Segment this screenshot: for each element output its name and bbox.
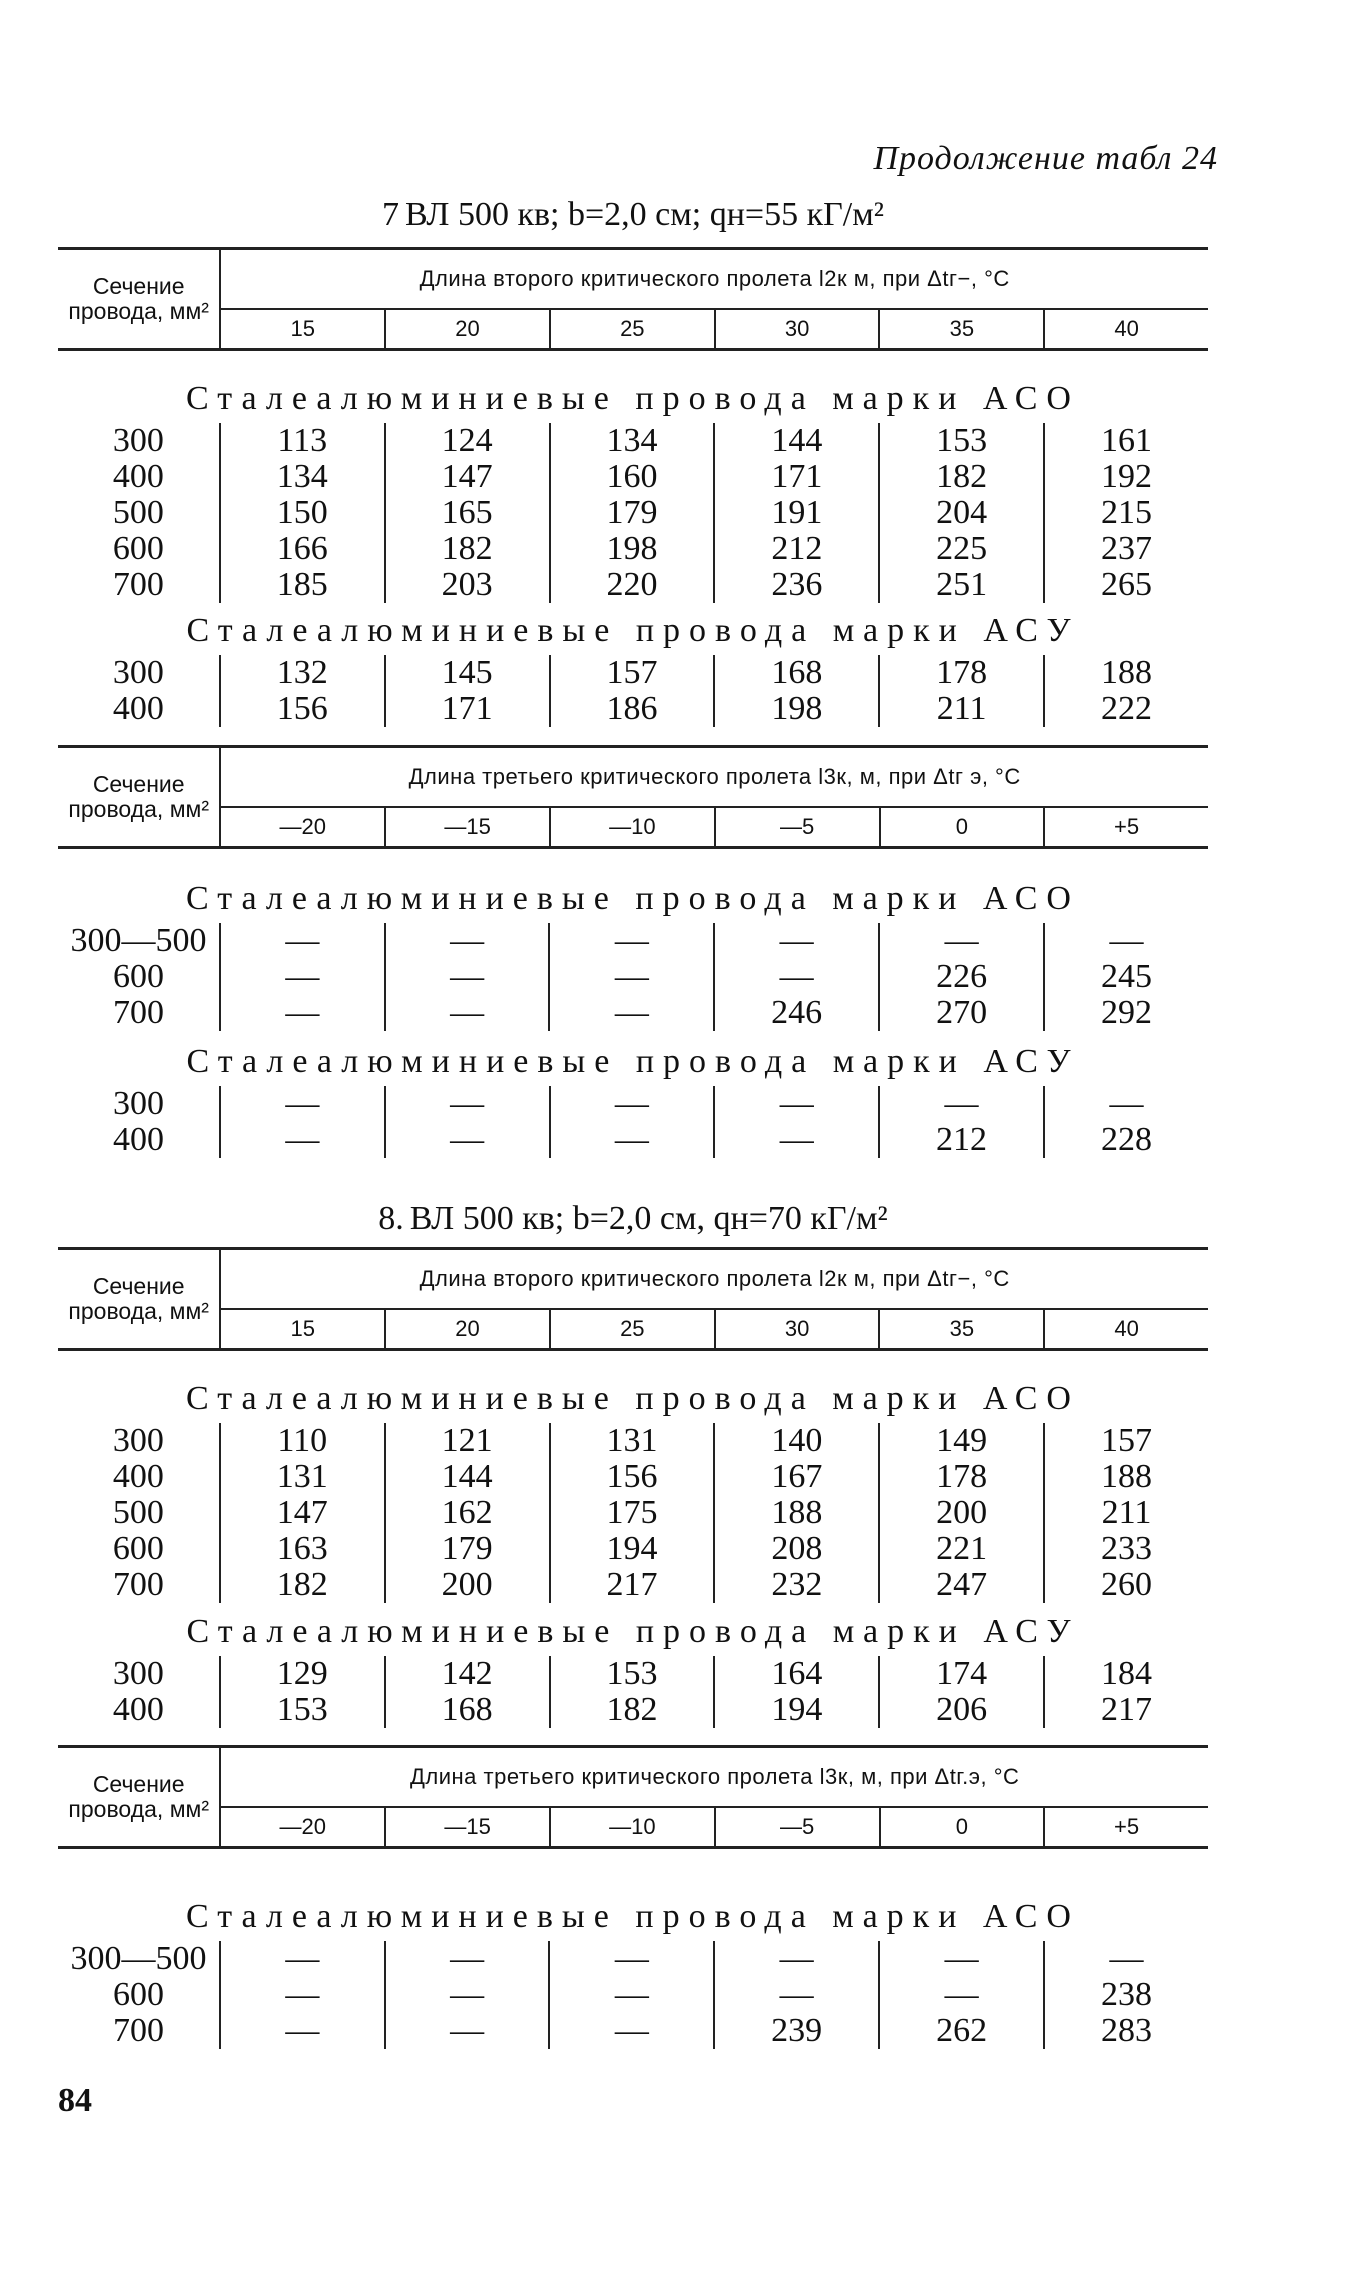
table-cell: 215 bbox=[1044, 495, 1208, 531]
group-title: Сталеалюминиевые провода марки АСО bbox=[186, 880, 1080, 917]
table-cell: 134 bbox=[550, 423, 715, 459]
table-cell: — bbox=[714, 1086, 879, 1122]
table-cell: 212 bbox=[714, 531, 879, 567]
table-cell: 121 bbox=[385, 1423, 550, 1459]
data-table bbox=[58, 1423, 1208, 1603]
header-title: Длина третьего критического пролета l3к, м, при Δtг э, °С bbox=[220, 748, 1208, 807]
table-cell: 182 bbox=[385, 531, 550, 567]
table-cell: 134 bbox=[276, 458, 328, 495]
data-table bbox=[58, 423, 1208, 603]
header-table bbox=[58, 1748, 1208, 1846]
table-cell: 156 bbox=[550, 1459, 715, 1495]
column-header: 35 bbox=[879, 1309, 1044, 1348]
table-cell: — bbox=[714, 1941, 879, 1977]
row-section: 300 bbox=[58, 1656, 220, 1692]
table-cell: 163 bbox=[276, 1530, 328, 1567]
column-header: —15 bbox=[385, 807, 550, 846]
column-header: —20 bbox=[279, 1814, 327, 1839]
table-cell: 212 bbox=[879, 1122, 1044, 1158]
row-section: 400 bbox=[58, 691, 220, 727]
column-header: 25 bbox=[550, 309, 715, 348]
group-title: Сталеалюминиевые провода марки АСО bbox=[186, 1898, 1080, 1935]
table-cell: 198 bbox=[550, 531, 715, 567]
column-header: —10 bbox=[550, 1807, 715, 1846]
table-cell: 194 bbox=[550, 1531, 715, 1567]
table-cell: — bbox=[385, 995, 550, 1031]
row-section: 600 bbox=[58, 1977, 220, 2013]
table-cell: 237 bbox=[1044, 531, 1208, 567]
table-cell: 200 bbox=[879, 1495, 1044, 1531]
table-cell: 171 bbox=[385, 691, 550, 727]
header-title: Длина второго критического пролета l2к м, при Δtг−, °С bbox=[220, 250, 1208, 309]
section-title bbox=[58, 196, 1208, 234]
table-cell: — bbox=[550, 1122, 715, 1158]
section-title bbox=[58, 1200, 1208, 1238]
column-header: 20 bbox=[385, 1309, 550, 1348]
column-header: 0 bbox=[880, 1807, 1045, 1846]
table-cell: 144 bbox=[385, 1459, 550, 1495]
table-cell: 217 bbox=[1044, 1692, 1208, 1728]
table-cell: 179 bbox=[385, 1531, 550, 1567]
header-section-label: Сечение провода, мм² bbox=[58, 250, 220, 348]
column-header: 40 bbox=[1044, 1309, 1208, 1348]
table-cell: 236 bbox=[714, 567, 879, 603]
column-header: —20 bbox=[279, 814, 327, 839]
table-cell: 247 bbox=[879, 1567, 1044, 1603]
table-cell: 233 bbox=[1044, 1531, 1208, 1567]
table-cell: 239 bbox=[714, 2013, 879, 2049]
header-title: Длина второго критического пролета l2к м, при Δtг−, °С bbox=[220, 1250, 1208, 1309]
row-section: 400 bbox=[58, 459, 220, 495]
row-section: 300 bbox=[58, 1423, 220, 1459]
table-cell: 292 bbox=[1044, 995, 1208, 1031]
table-header bbox=[58, 745, 1208, 849]
table-cell: 162 bbox=[385, 1495, 550, 1531]
table-cell: 206 bbox=[879, 1692, 1044, 1728]
table-cell: — bbox=[285, 958, 320, 995]
data-table bbox=[58, 1656, 1208, 1728]
table-row bbox=[58, 1122, 1208, 1158]
row-section: 600 bbox=[58, 1531, 220, 1567]
table-cell: 182 bbox=[550, 1692, 715, 1728]
data-table bbox=[58, 923, 1208, 1031]
table-cell: — bbox=[285, 2012, 320, 2049]
table-cell: — bbox=[879, 1977, 1044, 2013]
section-heading: ВЛ 500 кв; b=2,0 см, qн=70 кГ/м² bbox=[409, 1200, 888, 1237]
table-cell: — bbox=[1044, 1941, 1208, 1977]
table-cell: 188 bbox=[1044, 1459, 1208, 1495]
table-cell: — bbox=[385, 923, 550, 959]
table-cell: — bbox=[1044, 923, 1208, 959]
table-row bbox=[58, 2013, 1208, 2049]
table-cell: 153 bbox=[879, 423, 1044, 459]
table-cell: — bbox=[385, 959, 550, 995]
table-cell: — bbox=[549, 1977, 714, 2013]
column-header: 30 bbox=[715, 1309, 880, 1348]
table-cell: — bbox=[549, 995, 714, 1031]
table-cell: — bbox=[549, 2013, 714, 2049]
table-cell: 283 bbox=[1044, 2013, 1208, 2049]
row-section: 300 bbox=[58, 423, 220, 459]
table-cell: 174 bbox=[879, 1656, 1044, 1692]
table-cell: — bbox=[549, 959, 714, 995]
table-cell: — bbox=[285, 1121, 320, 1158]
table-row bbox=[58, 923, 1208, 959]
table-row bbox=[58, 655, 1208, 691]
table-cell: 157 bbox=[1044, 1423, 1208, 1459]
table-cell: — bbox=[879, 1941, 1044, 1977]
table-cell: — bbox=[285, 922, 320, 959]
table-cell: — bbox=[385, 1086, 550, 1122]
table-cell: 221 bbox=[879, 1531, 1044, 1567]
table-cell: 238 bbox=[1044, 1977, 1208, 2013]
table-cell: 144 bbox=[714, 423, 879, 459]
table-cell: 198 bbox=[714, 691, 879, 727]
table-row bbox=[58, 1423, 1208, 1459]
table-cell: — bbox=[714, 1122, 879, 1158]
table-cell: — bbox=[385, 1977, 550, 2013]
table-cell: 208 bbox=[714, 1531, 879, 1567]
table-cell: 178 bbox=[879, 1459, 1044, 1495]
table-cell: 179 bbox=[550, 495, 715, 531]
table-cell: — bbox=[879, 923, 1044, 959]
row-section: 500 bbox=[58, 1495, 220, 1531]
data-table bbox=[58, 655, 1208, 727]
header-section-label: Сечение провода, мм² bbox=[58, 748, 220, 846]
table-row bbox=[58, 495, 1208, 531]
table-cell: 211 bbox=[879, 691, 1044, 727]
column-header: —5 bbox=[715, 807, 880, 846]
table-cell: — bbox=[285, 994, 320, 1031]
table-cell: 178 bbox=[879, 655, 1044, 691]
table-cell: 185 bbox=[276, 566, 328, 603]
column-header: 40 bbox=[1044, 309, 1208, 348]
group-title: Сталеалюминиевые провода марки АСУ bbox=[186, 612, 1080, 649]
table-cell: — bbox=[1044, 1086, 1208, 1122]
header-title: Длина третьего критического пролета l3к, м, при Δtг.э, °С bbox=[220, 1748, 1208, 1807]
table-cell: — bbox=[714, 1977, 879, 2013]
table-cell: 188 bbox=[714, 1495, 879, 1531]
section-index: 8. bbox=[378, 1200, 404, 1237]
table-cell: 260 bbox=[1044, 1567, 1208, 1603]
header-table bbox=[58, 1250, 1208, 1348]
row-section: 300—500 bbox=[58, 1941, 220, 1977]
header-table bbox=[58, 748, 1208, 846]
table-cell: 217 bbox=[550, 1567, 715, 1603]
table-cell: 228 bbox=[1044, 1122, 1208, 1158]
table-cell: 175 bbox=[550, 1495, 715, 1531]
table-cell: — bbox=[714, 959, 879, 995]
table-cell: 246 bbox=[714, 995, 879, 1031]
column-header: —10 bbox=[550, 807, 715, 846]
table-row bbox=[58, 1531, 1208, 1567]
row-section: 400 bbox=[58, 1122, 220, 1158]
table-cell: 194 bbox=[714, 1692, 879, 1728]
table-cell: 262 bbox=[879, 2013, 1044, 2049]
table-cell: 156 bbox=[276, 690, 328, 727]
table-cell: 211 bbox=[1044, 1495, 1208, 1531]
table-row bbox=[58, 1567, 1208, 1603]
column-header: 30 bbox=[715, 309, 880, 348]
table-cell: 200 bbox=[385, 1567, 550, 1603]
data-table bbox=[58, 1941, 1208, 2049]
table-row bbox=[58, 1977, 1208, 2013]
table-cell: 164 bbox=[714, 1656, 879, 1692]
table-cell: 245 bbox=[1044, 959, 1208, 995]
table-row bbox=[58, 959, 1208, 995]
table-row bbox=[58, 1941, 1208, 1977]
table-row bbox=[58, 567, 1208, 603]
row-section: 600 bbox=[58, 959, 220, 995]
group-title: Сталеалюминиевые провода марки АСО bbox=[186, 1380, 1080, 1417]
table-cell: — bbox=[549, 1941, 714, 1977]
table-cell: 142 bbox=[385, 1656, 550, 1692]
table-cell: 153 bbox=[550, 1656, 715, 1692]
row-section: 500 bbox=[58, 495, 220, 531]
table-row bbox=[58, 1459, 1208, 1495]
table-cell: 132 bbox=[276, 654, 328, 691]
table-cell: 150 bbox=[276, 494, 328, 531]
group-title: Сталеалюминиевые провода марки АСО bbox=[186, 380, 1080, 417]
column-header: +5 bbox=[1044, 1807, 1208, 1846]
table-row bbox=[58, 691, 1208, 727]
table-row bbox=[58, 1692, 1208, 1728]
table-cell: 157 bbox=[550, 655, 715, 691]
table-cell: 192 bbox=[1044, 459, 1208, 495]
table-cell: 232 bbox=[714, 1567, 879, 1603]
table-cell: 182 bbox=[879, 459, 1044, 495]
row-section: 300 bbox=[58, 1086, 220, 1122]
table-cell: 147 bbox=[385, 459, 550, 495]
header-section-label: Сечение провода, мм² bbox=[58, 1748, 220, 1846]
group-title: Сталеалюминиевые провода марки АСУ bbox=[186, 1043, 1080, 1080]
section-index: 7 bbox=[382, 196, 400, 233]
column-header: —5 bbox=[715, 1807, 880, 1846]
continuation-label: Продолжение табл 24 bbox=[873, 140, 1218, 177]
table-cell: 203 bbox=[385, 567, 550, 603]
column-header: 0 bbox=[880, 807, 1045, 846]
section-heading: ВЛ 500 кв; b=2,0 см; qн=55 кГ/м² bbox=[405, 196, 884, 233]
table-cell: — bbox=[549, 923, 714, 959]
group-title: Сталеалюминиевые провода марки АСУ bbox=[186, 1613, 1080, 1650]
row-section: 700 bbox=[58, 2013, 220, 2049]
column-header: 15 bbox=[290, 1316, 316, 1341]
row-section: 300—500 bbox=[58, 923, 220, 959]
table-cell: 191 bbox=[714, 495, 879, 531]
table-cell: 168 bbox=[714, 655, 879, 691]
table-row bbox=[58, 459, 1208, 495]
table-cell: 225 bbox=[879, 531, 1044, 567]
row-section: 400 bbox=[58, 1692, 220, 1728]
table-cell: 167 bbox=[714, 1459, 879, 1495]
table-cell: 131 bbox=[550, 1423, 715, 1459]
table-row bbox=[58, 1656, 1208, 1692]
table-cell: 186 bbox=[550, 691, 715, 727]
table-cell: 188 bbox=[1044, 655, 1208, 691]
table-cell: — bbox=[285, 1940, 320, 1977]
table-row bbox=[58, 995, 1208, 1031]
row-section: 600 bbox=[58, 531, 220, 567]
table-cell: — bbox=[285, 1976, 320, 2013]
table-cell: 182 bbox=[276, 1566, 328, 1603]
header-section-label: Сечение провода, мм² bbox=[58, 1250, 220, 1348]
column-header: 15 bbox=[290, 316, 316, 341]
table-cell: 184 bbox=[1044, 1656, 1208, 1692]
table-cell: 265 bbox=[1044, 567, 1208, 603]
table-cell: 166 bbox=[276, 530, 328, 567]
table-cell: 131 bbox=[276, 1458, 328, 1495]
table-cell: — bbox=[385, 1941, 550, 1977]
table-cell: 171 bbox=[714, 459, 879, 495]
column-header: +5 bbox=[1044, 807, 1208, 846]
table-cell: 165 bbox=[385, 495, 550, 531]
table-cell: 226 bbox=[879, 959, 1044, 995]
data-table bbox=[58, 1086, 1208, 1158]
row-section: 300 bbox=[58, 655, 220, 691]
table-cell: 153 bbox=[276, 1691, 328, 1728]
table-row bbox=[58, 423, 1208, 459]
row-section: 700 bbox=[58, 1567, 220, 1603]
row-section: 700 bbox=[58, 567, 220, 603]
row-section: 700 bbox=[58, 995, 220, 1031]
table-header bbox=[58, 1745, 1208, 1849]
row-section: 400 bbox=[58, 1459, 220, 1495]
table-cell: 168 bbox=[385, 1692, 550, 1728]
table-cell: 113 bbox=[277, 422, 328, 459]
table-cell: 251 bbox=[879, 567, 1044, 603]
table-cell: 222 bbox=[1044, 691, 1208, 727]
table-cell: — bbox=[879, 1086, 1044, 1122]
table-cell: — bbox=[385, 2013, 550, 2049]
table-row bbox=[58, 1086, 1208, 1122]
table-cell: 147 bbox=[276, 1494, 328, 1531]
table-cell: — bbox=[550, 1086, 715, 1122]
table-cell: 124 bbox=[385, 423, 550, 459]
table-cell: — bbox=[285, 1085, 320, 1122]
table-cell: 140 bbox=[714, 1423, 879, 1459]
column-header: —15 bbox=[385, 1807, 550, 1846]
table-cell: — bbox=[714, 923, 879, 959]
table-cell: 270 bbox=[879, 995, 1044, 1031]
table-cell: 204 bbox=[879, 495, 1044, 531]
column-header: 20 bbox=[385, 309, 550, 348]
table-row bbox=[58, 1495, 1208, 1531]
page-number: 84 bbox=[58, 2082, 92, 2119]
table-cell: 149 bbox=[879, 1423, 1044, 1459]
header-table bbox=[58, 250, 1208, 348]
column-header: 25 bbox=[550, 1309, 715, 1348]
table-row bbox=[58, 531, 1208, 567]
table-cell: 110 bbox=[277, 1422, 328, 1459]
table-cell: 129 bbox=[276, 1655, 328, 1692]
column-header: 35 bbox=[879, 309, 1044, 348]
table-cell: — bbox=[385, 1122, 550, 1158]
table-cell: 145 bbox=[385, 655, 550, 691]
table-header bbox=[58, 247, 1208, 351]
table-cell: 160 bbox=[550, 459, 715, 495]
table-cell: 220 bbox=[550, 567, 715, 603]
table-cell: 161 bbox=[1044, 423, 1208, 459]
table-header bbox=[58, 1247, 1208, 1351]
